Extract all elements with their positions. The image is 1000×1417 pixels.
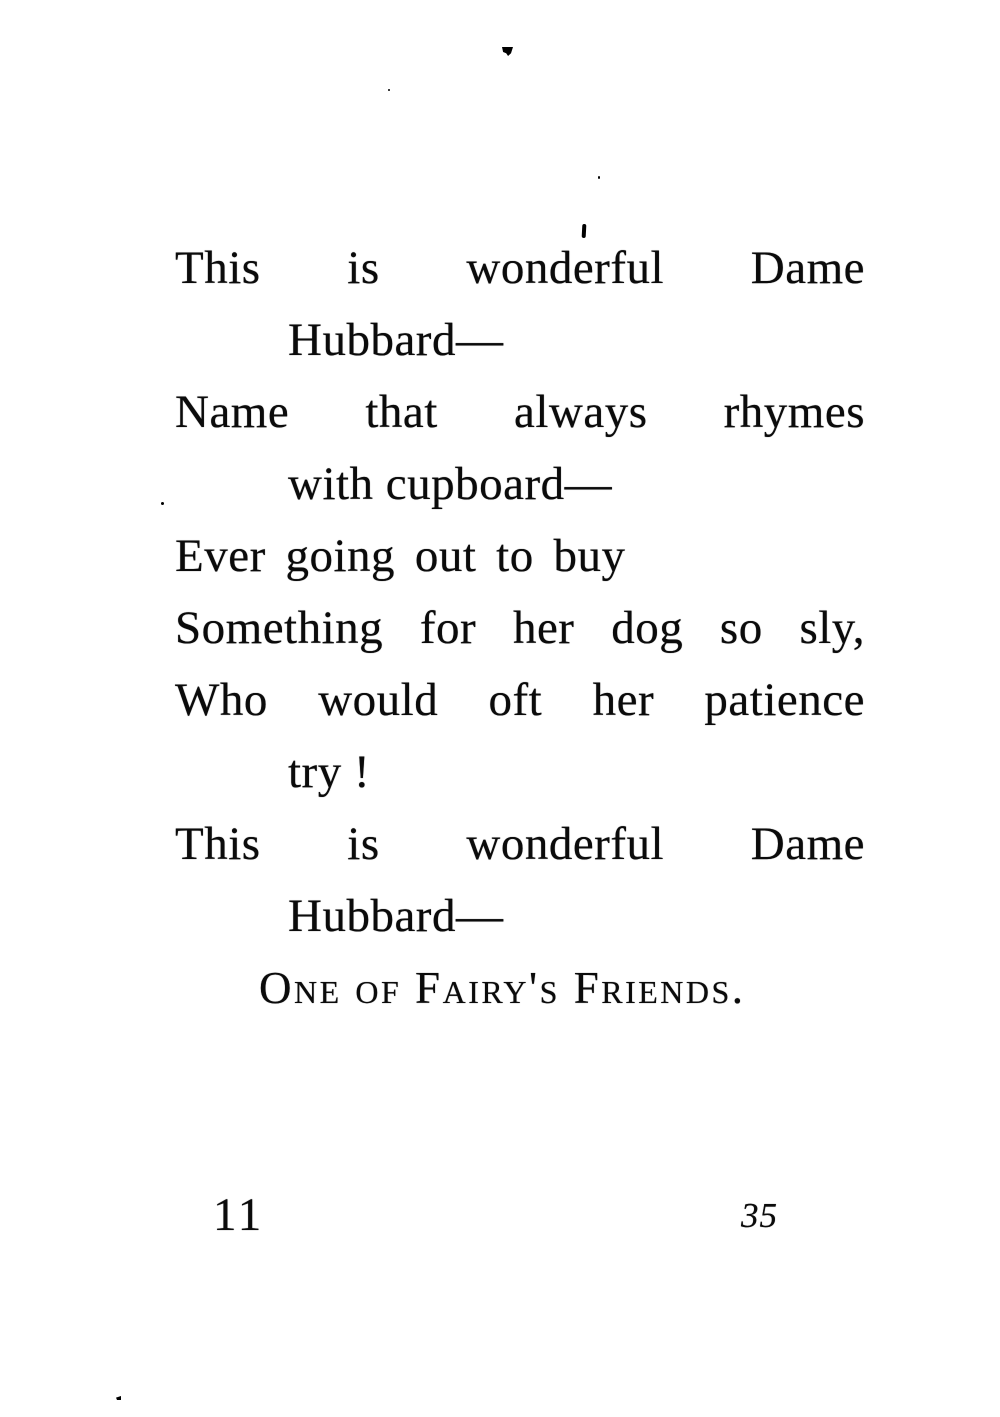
poem-line: Who would oft her patience	[175, 674, 865, 726]
scan-speck	[116, 1396, 121, 1400]
poem-attribution-line: One of Fairy's Friends.	[259, 963, 746, 1013]
scan-speck	[161, 502, 164, 505]
folio-number: 35	[741, 1196, 778, 1235]
poem-line: Ever going out to buy	[175, 530, 626, 582]
poem-line: Hubbard—	[288, 890, 504, 942]
poem-line: Hubbard—	[288, 314, 504, 366]
scan-speck	[598, 176, 600, 179]
poem-text-block	[175, 232, 865, 1024]
poem-line: Name that always rhymes	[175, 386, 865, 438]
scan-speck	[502, 47, 513, 56]
scan-speck	[388, 89, 390, 91]
poem-line: with cupboard—	[288, 458, 613, 510]
poem-line: try !	[288, 746, 371, 798]
poem-line: This is wonderful Dame	[175, 818, 865, 870]
page-number: 11	[213, 1189, 265, 1241]
poem-line: This is wonderful Dame	[175, 242, 865, 294]
poem-line: Something for her dog so sly,	[175, 602, 865, 654]
